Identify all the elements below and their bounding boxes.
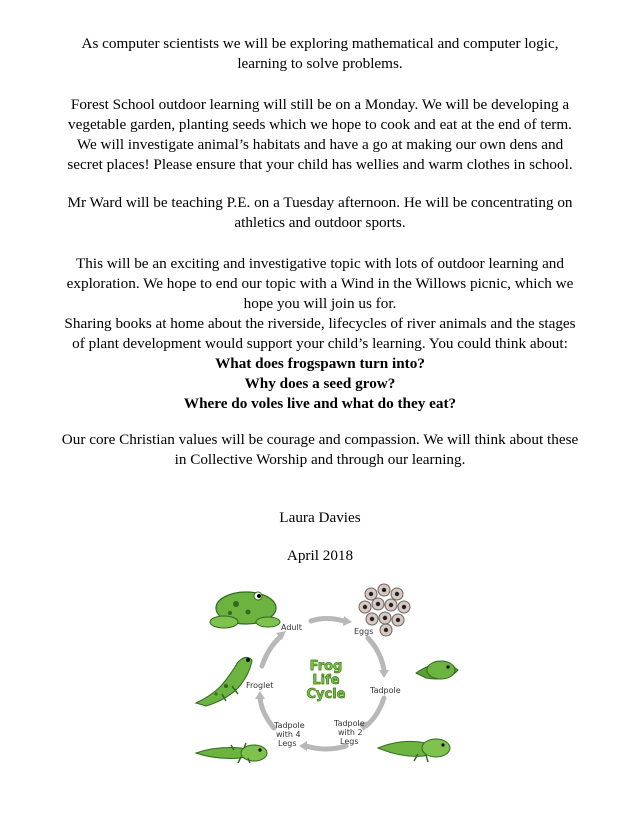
paragraph-forest-school	[20, 95, 620, 175]
text-line: This will be an exciting and investigative topic with lots of outdoor learning and	[75, 255, 564, 272]
text-line: Mr Ward will be teaching P.E. on a Tuesday afternoon. He will be concentrating on	[67, 194, 573, 211]
text-line: vegetable garden, planting seeds which we hope to cook and eat at the end of term.	[68, 116, 572, 133]
arrow-2legs-to-4legs	[306, 746, 346, 749]
text-line: exploration. We hope to end our topic with a Wind in the Willows picnic, which we	[66, 275, 574, 292]
paragraph-pe	[20, 193, 620, 233]
tadpole-4-legs-illustration	[196, 743, 267, 763]
frog-life-cycle-title	[307, 659, 346, 702]
arrow-froglet-to-adult	[262, 636, 281, 666]
label-tadpole-2-legs-1: Tadpole	[334, 719, 365, 728]
text-line: in Collective Worship and through our learning.	[174, 451, 466, 468]
letter-date	[20, 546, 620, 566]
text-line: of plant development would support your child’s learning. You could think about:	[72, 335, 568, 352]
title-word-life: Life	[312, 673, 340, 688]
label-tadpole: Tadpole	[370, 686, 401, 695]
frog-life-cycle-diagram	[186, 578, 466, 763]
question-line: Where do voles live and what do they eat?	[183, 395, 457, 412]
label-tadpole-4-legs-2: with 4	[276, 730, 301, 739]
text-line: Our core Christian values will be courage and compassion. We will think about these	[61, 431, 579, 448]
signature	[20, 508, 620, 528]
adult-frog-illustration	[210, 592, 280, 628]
label-tadpole-2-legs-2: with 2	[338, 728, 363, 737]
label-adult: Adult	[281, 623, 302, 632]
text-line: secret places! Please ensure that your child has wellies and warm clothes in school.	[67, 156, 573, 173]
tadpole-2-legs-illustration	[378, 739, 450, 762]
title-word-cycle: Cycle	[306, 687, 346, 702]
arrow-eggs-to-tadpole	[368, 638, 384, 670]
text-line: hope you will join us for.	[243, 295, 397, 312]
text-line: We will investigate animal’s habitats and have a go at making our own dens and	[76, 136, 564, 153]
question-line: What does frogspawn turn into?	[215, 355, 425, 372]
arrow-4legs-to-froglet	[260, 698, 274, 728]
arrow-tadpole-to-2legs	[366, 698, 384, 726]
froglet-illustration	[196, 657, 252, 706]
paragraph-topic	[20, 254, 620, 414]
text-line: athletics and outdoor sports.	[234, 214, 406, 231]
paragraph-computing	[20, 34, 620, 74]
title-word-frog: Frog	[309, 659, 343, 674]
text-line: As computer scientists we will be exploring mathematical and computer logic,	[81, 35, 559, 52]
text-line: learning to solve problems.	[237, 55, 403, 72]
label-tadpole-4-legs-1: Tadpole	[274, 721, 305, 730]
tadpole-illustration	[416, 661, 458, 679]
paragraph-values	[20, 430, 620, 470]
arrow-adult-to-eggs	[311, 619, 344, 622]
label-froglet: Froglet	[246, 681, 274, 690]
text-line: Sharing books at home about the riverside, lifecycles of river animals and the stages	[64, 315, 576, 332]
question-line: Why does a seed grow?	[244, 375, 396, 392]
label-eggs: Eggs	[354, 627, 374, 636]
text-line: Forest School outdoor learning will still be on a Monday. We will be developing a	[70, 96, 570, 113]
signature-name: Laura Davies	[279, 509, 361, 526]
label-tadpole-2-legs-3: Legs	[340, 737, 359, 746]
date-text: April 2018	[286, 547, 354, 564]
label-tadpole-4-legs-3: Legs	[278, 739, 297, 748]
